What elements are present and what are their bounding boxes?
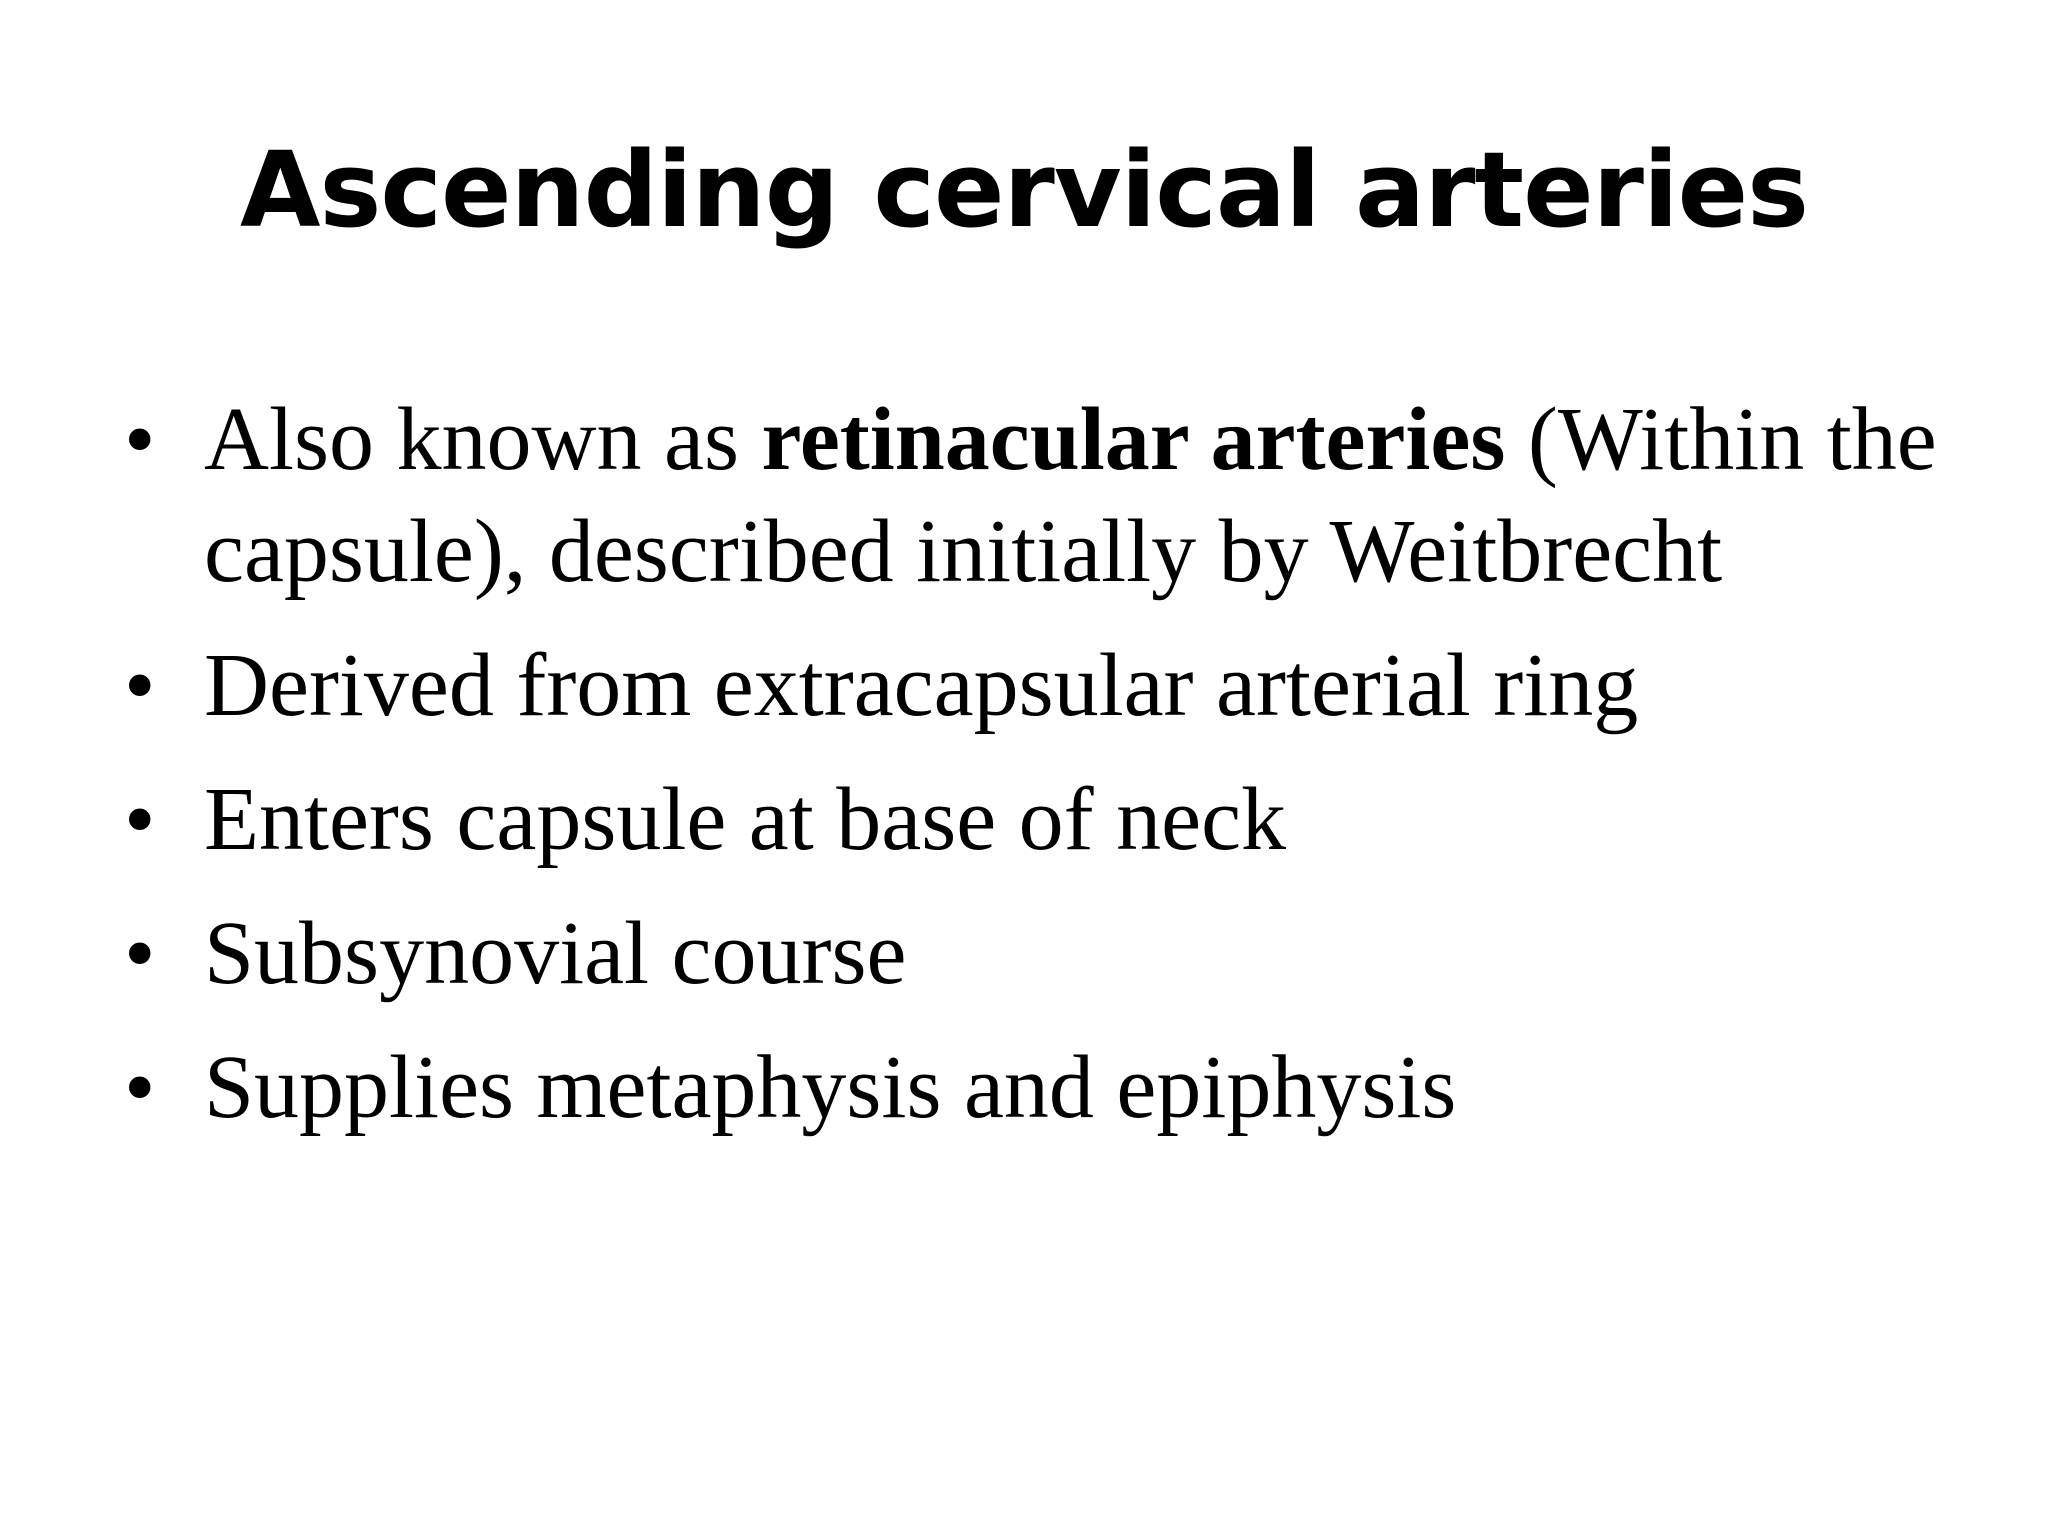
bullet-text: Enters capsule at base of neck [204,770,1287,869]
list-item [124,764,1984,876]
list-item [124,384,1984,608]
bullet-icon: • [124,1038,156,1137]
bullet-icon: • [124,636,156,735]
slide-title: Ascending cervical arteries [239,129,1809,251]
bullet-bold-term: retinacular arteries [761,390,1506,489]
bullet-icon: • [124,390,156,489]
list-item [124,630,1984,742]
list-item [124,898,1984,1010]
bullet-text: Supplies metaphysis and epiphysis [204,1038,1457,1137]
bullet-list [124,384,1984,1166]
bullet-text: Derived from extracapsular arterial ring [204,636,1639,735]
list-item [124,1032,1984,1144]
bullet-icon: • [124,904,156,1003]
bullet-icon: • [124,770,156,869]
bullet-text: Subsynovial course [204,904,907,1003]
bullet-text-suffix: (Within the capsule), described initially by Weitbrecht [204,390,1937,601]
bullet-text-prefix: Also known as [204,390,762,489]
